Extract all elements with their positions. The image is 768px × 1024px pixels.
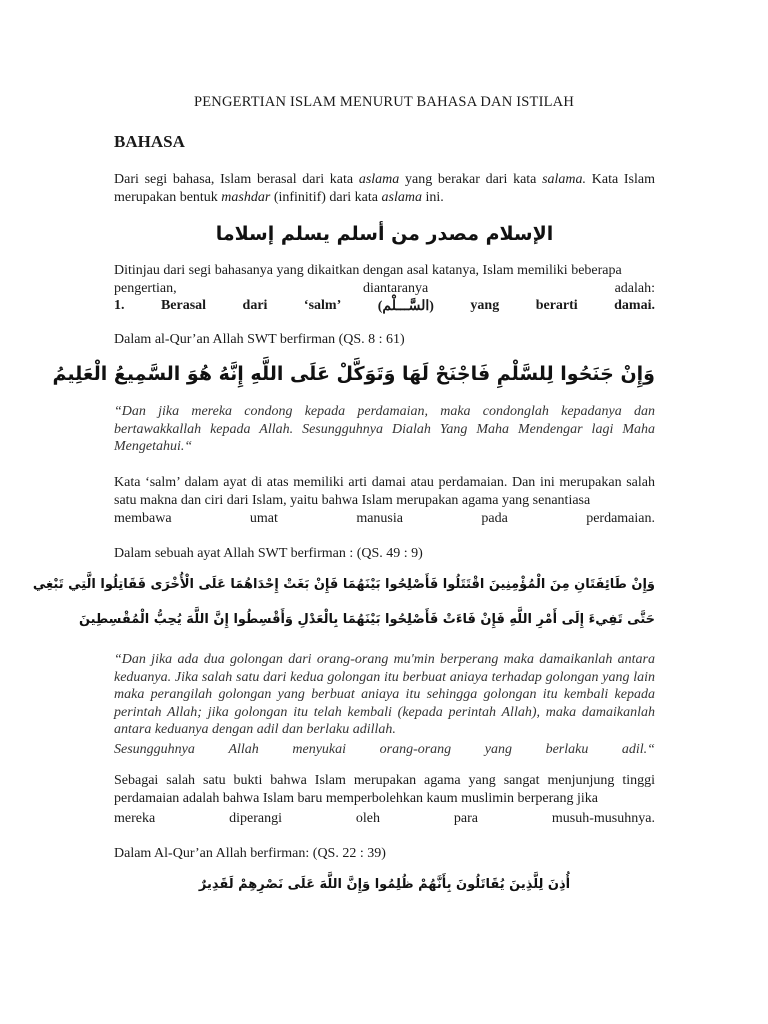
word: Berasal — [160, 298, 207, 313]
text: Dari segi bahasa, Islam berasal dari kata — [114, 172, 359, 187]
text: yang berakar dari kata — [399, 172, 543, 187]
word: Sesungguhnya — [114, 742, 195, 757]
italic-term: salama. — [542, 172, 587, 187]
word: umat — [249, 511, 278, 526]
word: damai. — [614, 298, 655, 313]
word: membawa — [114, 511, 172, 526]
word: musuh-musuhnya. — [551, 811, 655, 826]
italic-term: aslama — [358, 172, 400, 187]
text: (infinitif) dari kata — [270, 189, 382, 205]
italic-term: mashdar — [221, 189, 271, 205]
page-title: PENGERTIAN ISLAM MENURUT BAHASA DAN ISTILAH — [193, 94, 575, 110]
word: oleh — [355, 811, 380, 826]
section-heading: BAHASA — [114, 132, 185, 151]
arabic-verse-qs22-39: أُذِنَ لِلَّذِينَ يُقَاتَلُونَ بِأَنَّهُمْ ظُلِمُوا وَإِنَّ اللَّهَ عَلَى نَصْرِهِمْ لَقَدِيرٌ — [198, 877, 571, 892]
word: pengertian, — [114, 281, 177, 296]
word: pada — [481, 511, 508, 526]
paragraph-proof: Sebagai salah satu bukti bahwa Islam merupakan agama yang sangat menjunjung tinggi perdamaian adalah bahwa Islam baru memperbolehkan kaum muslimin berperang jika — [114, 773, 655, 806]
paragraph-line-justified — [114, 281, 655, 297]
arabic-word: (السَّـــلْم) — [377, 299, 434, 314]
word: adil.“ — [621, 742, 655, 757]
list-number: 1. — [114, 298, 125, 313]
word: diperangi — [229, 811, 282, 826]
word: adalah: — [614, 281, 655, 296]
word: ‘salm’ — [303, 298, 342, 313]
word: Allah — [228, 742, 259, 757]
paragraph-line: Ditinjau dari segi bahasanya yang dikaitkan dengan asal katanya, Islam memiliki beberapa — [114, 263, 622, 278]
paragraph-line-justified — [114, 511, 655, 527]
list-item-salm — [114, 298, 655, 315]
text: ini. — [421, 189, 444, 205]
word: yang — [470, 298, 500, 313]
word: berarti — [535, 298, 578, 313]
paragraph-line-justified — [114, 811, 655, 827]
word: para — [453, 811, 478, 826]
word: yang — [484, 742, 512, 757]
arabic-verse-qs49-9-line1: وَإِنْ طَائِفَتَانِ مِنَ الْمُؤْمِنِينَ اقْتَتَلُوا فَأَصْلِحُوا بَيْنَهُمَا فَإِنْ بَغَتْ إِحْدَاهُمَا عَلَى الْأُخْرَى فَقَاتِلُوا الَّتِي تَبْغِي — [32, 577, 655, 592]
word: mereka — [114, 811, 156, 826]
text: Kata Islam merupakan bentuk — [114, 172, 655, 205]
verse-translation-qs49-9: “Dan jika ada dua golongan dari orang-orang mu'min berperang maka damaikanlah antara keduanya. Jika salah satu dari kedua golongan itu berbuat aniaya terhadap golongan yang lain maka perangilah golongan yang berbuat aniaya itu sehingga golongan itu kembali kepada perintah Allah; jika golongan itu telah kembali (kepada perintah Allah), maka damaikanlah antara keduanya dengan adil dan berlaku adillah. — [114, 652, 655, 737]
word: manusia — [356, 511, 403, 526]
arabic-verse-qs49-9-line2: حَتَّى تَفِيءَ إِلَى أَمْرِ اللَّهِ فَإِنْ فَاءَتْ فَأَصْلِحُوا بَيْنَهُمَا بِالْعَدْلِ وَأَقْسِطُوا إِنَّ اللَّهَ يُحِبُّ الْمُقْسِطِينَ — [78, 612, 655, 627]
word: menyukai — [292, 742, 347, 757]
verse-intro: Dalam sebuah ayat Allah SWT berfirman : (QS. 49 : 9) — [114, 546, 423, 561]
arabic-text-masdar: الإسلام مصدر من أسلم يسلم إسلاما — [215, 223, 554, 245]
paragraph-salm-meaning: Kata ‘salm’ dalam ayat di atas memiliki arti damai atau perdamaian. Dan ini merupakan salah satu makna dan ciri dari Islam, yaitu bahwa Islam merupakan agama yang senantiasa — [114, 475, 655, 508]
verse-translation-qs8-61: “Dan jika mereka condong kepada perdamaian, maka condonglah kepadanya dan bertawakkallah kepada Allah. Sesungguhnya Dialah Yang Maha Mendengar lagi Maha Mengetahui.“ — [114, 404, 655, 454]
verse-translation-last-line — [114, 742, 655, 758]
word: dari — [242, 298, 268, 313]
italic-term: aslama — [381, 189, 422, 205]
verse-intro: Dalam al-Qur’an Allah SWT berfirman (QS. 8 : 61) — [114, 332, 405, 347]
word: berlaku — [545, 742, 589, 757]
word: perdamaian. — [586, 511, 655, 526]
paragraph-etymology — [114, 171, 655, 206]
verse-intro: Dalam Al-Qur’an Allah berfirman: (QS. 22 : 39) — [114, 846, 386, 861]
word: diantaranya — [362, 281, 429, 296]
arabic-verse-qs8-61: وَإِنْ جَنَحُوا لِلسَّلْمِ فَاجْنَحْ لَهَا وَتَوَكَّلْ عَلَى اللَّهِ إِنَّهُ هُوَ السَّمِيعُ الْعَلِيمُ — [52, 363, 655, 385]
word: orang-orang — [379, 742, 452, 757]
